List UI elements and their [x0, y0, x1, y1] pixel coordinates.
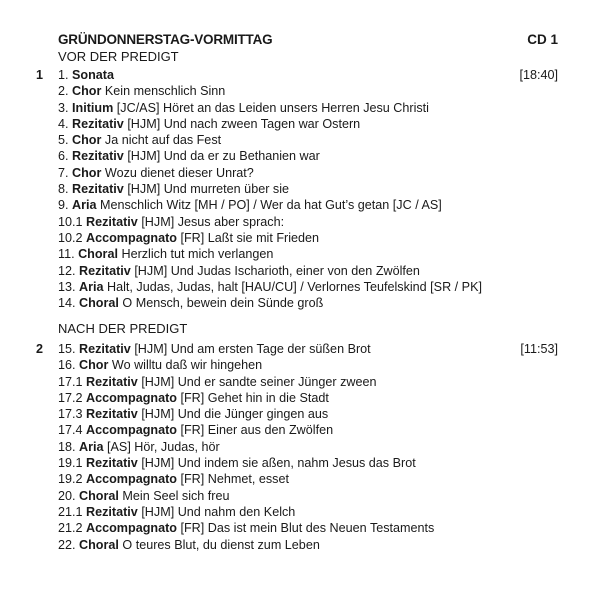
item-type: Rezitativ	[72, 182, 124, 197]
item-type: Accompagnato	[86, 230, 177, 245]
item-text: Wo willtu daß wir hingehen	[111, 358, 263, 373]
item-number: 7.	[58, 165, 69, 180]
item-text: [FR] Das ist mein Blut des Neuen Testaments	[180, 521, 435, 536]
item-type: Accompagnato	[86, 390, 177, 405]
list-item	[0, 471, 600, 487]
item-type: Choral	[79, 488, 119, 503]
list-item	[0, 132, 600, 148]
cd-label: CD 1	[527, 32, 558, 47]
item-text: Halt, Judas, Judas, halt [HAU/CU] / Verlornes Teufelskind [SR / PK]	[107, 279, 482, 294]
item-number: 19.1	[58, 456, 83, 471]
list-item	[0, 357, 600, 373]
track-number: 1	[36, 68, 44, 82]
item-number: 20.	[58, 488, 76, 503]
list-item	[0, 537, 600, 553]
item-number: 19.2	[58, 472, 83, 487]
list-item	[0, 148, 600, 164]
list-item	[0, 488, 600, 504]
item-number: 3.	[58, 100, 69, 115]
item-number: 2.	[58, 84, 69, 99]
item-type: Rezitativ	[86, 456, 138, 471]
item-type: Accompagnato	[86, 423, 177, 438]
list-item	[0, 67, 600, 83]
track-number: 2	[36, 342, 44, 356]
item-text: Ja nicht auf das Fest	[104, 133, 222, 148]
item-type: Choral	[78, 247, 118, 262]
item-text: Herzlich tut mich verlangen	[121, 247, 274, 262]
item-type: Rezitativ	[86, 214, 138, 229]
list-item	[0, 374, 600, 390]
item-type: Rezitativ	[86, 504, 138, 519]
list-item	[0, 214, 600, 230]
item-type: Chor	[79, 358, 109, 373]
page-title: GRÜNDONNERSTAG-VORMITTAG	[58, 32, 273, 47]
item-number: 14.	[58, 296, 76, 311]
item-number: 10.2	[58, 230, 83, 245]
item-text: [HJM] Jesus aber sprach:	[141, 214, 285, 229]
item-type: Rezitativ	[79, 263, 131, 278]
item-text: [FR] Nehmet, esset	[180, 472, 289, 487]
item-type: Initium	[72, 100, 114, 115]
list-item	[0, 422, 600, 438]
item-number: 8.	[58, 182, 69, 197]
list-item	[0, 279, 600, 295]
item-type: Sonata	[72, 68, 115, 82]
item-text: [HJM] Und Judas Ischarioth, einer von den Zwölfen	[134, 263, 420, 278]
track-list-nach	[0, 341, 600, 553]
item-text: [HJM] Und da er zu Bethanien war	[127, 149, 320, 164]
item-number: 13.	[58, 279, 76, 294]
item-number: 16.	[58, 358, 76, 373]
list-item	[0, 83, 600, 99]
item-text: [HJM] Und murreten über sie	[127, 182, 289, 197]
list-item	[0, 520, 600, 536]
item-number: 15.	[58, 342, 76, 356]
list-item	[0, 246, 600, 262]
item-number: 21.2	[58, 521, 83, 536]
section-heading: NACH DER PREDIGT	[58, 321, 188, 336]
item-type: Chor	[72, 165, 102, 180]
item-text: [HJM] Und die Jünger gingen aus	[141, 407, 329, 422]
list-item	[0, 295, 600, 311]
track-duration: [11:53]	[520, 342, 558, 356]
item-text: [FR] Laßt sie mit Frieden	[180, 230, 320, 245]
item-text: O teures Blut, du dienst zum Leben	[122, 537, 320, 552]
item-text: O Mensch, bewein dein Sünde groß	[122, 296, 324, 311]
item-number: 17.2	[58, 390, 83, 405]
item-type: Aria	[79, 439, 104, 454]
item-text: [AS] Hör, Judas, hör	[107, 439, 220, 454]
item-type: Aria	[72, 198, 97, 213]
item-text: [HJM] Und er sandte seiner Jünger zween	[141, 374, 377, 389]
item-number: 18.	[58, 439, 76, 454]
item-text: [JC/AS] Höret an das Leiden unsers Herren Jesu Christi	[116, 100, 429, 115]
list-item	[0, 263, 600, 279]
item-text: Kein menschlich Sinn	[104, 84, 226, 99]
item-number: 21.1	[58, 504, 83, 519]
item-text: [FR] Einer aus den Zwölfen	[180, 423, 334, 438]
item-number: 1.	[58, 68, 69, 82]
item-type: Accompagnato	[86, 521, 177, 536]
item-text: [HJM] Und am ersten Tage der süßen Brot	[134, 342, 371, 356]
list-item	[0, 181, 600, 197]
list-item	[0, 504, 600, 520]
item-type: Rezitativ	[79, 342, 131, 356]
item-type: Rezitativ	[72, 149, 124, 164]
item-number: 10.1	[58, 214, 83, 229]
item-text: [HJM] Und indem sie aßen, nahm Jesus das Brot	[141, 456, 416, 471]
item-number: 17.1	[58, 374, 83, 389]
item-number: 6.	[58, 149, 69, 164]
item-number: 11.	[58, 247, 75, 262]
track-list-vor	[0, 67, 600, 311]
item-type: Rezitativ	[72, 116, 124, 131]
item-number: 5.	[58, 133, 69, 148]
list-item	[0, 165, 600, 181]
list-item	[0, 197, 600, 213]
item-text: [HJM] Und nahm den Kelch	[141, 504, 296, 519]
item-type: Aria	[79, 279, 104, 294]
track-duration: [18:40]	[519, 68, 558, 82]
item-type: Chor	[72, 84, 102, 99]
list-item	[0, 100, 600, 116]
list-item	[0, 116, 600, 132]
list-item	[0, 390, 600, 406]
item-number: 22.	[58, 537, 76, 552]
item-type: Rezitativ	[86, 374, 138, 389]
item-number: 12.	[58, 263, 76, 278]
item-number: 17.4	[58, 423, 83, 438]
item-type: Rezitativ	[86, 407, 138, 422]
item-text: Menschlich Witz [MH / PO] / Wer da hat Gut’s getan [JC / AS]	[100, 198, 442, 213]
item-type: Chor	[72, 133, 102, 148]
item-text: Mein Seel sich freu	[122, 488, 230, 503]
item-text: [FR] Gehet hin in die Stadt	[180, 390, 329, 405]
item-number: 4.	[58, 116, 69, 131]
item-type: Accompagnato	[86, 472, 177, 487]
item-text: [HJM] Und nach zween Tagen war Ostern	[127, 116, 361, 131]
item-text: Wozu dienet dieser Unrat?	[104, 165, 254, 180]
list-item	[0, 341, 600, 357]
item-type: Choral	[79, 296, 119, 311]
list-item	[0, 439, 600, 455]
list-item	[0, 230, 600, 246]
item-number: 17.3	[58, 407, 83, 422]
list-item	[0, 455, 600, 471]
item-type: Choral	[79, 537, 119, 552]
item-number: 9.	[58, 198, 69, 213]
section-heading: VOR DER PREDIGT	[58, 49, 179, 64]
list-item	[0, 406, 600, 422]
